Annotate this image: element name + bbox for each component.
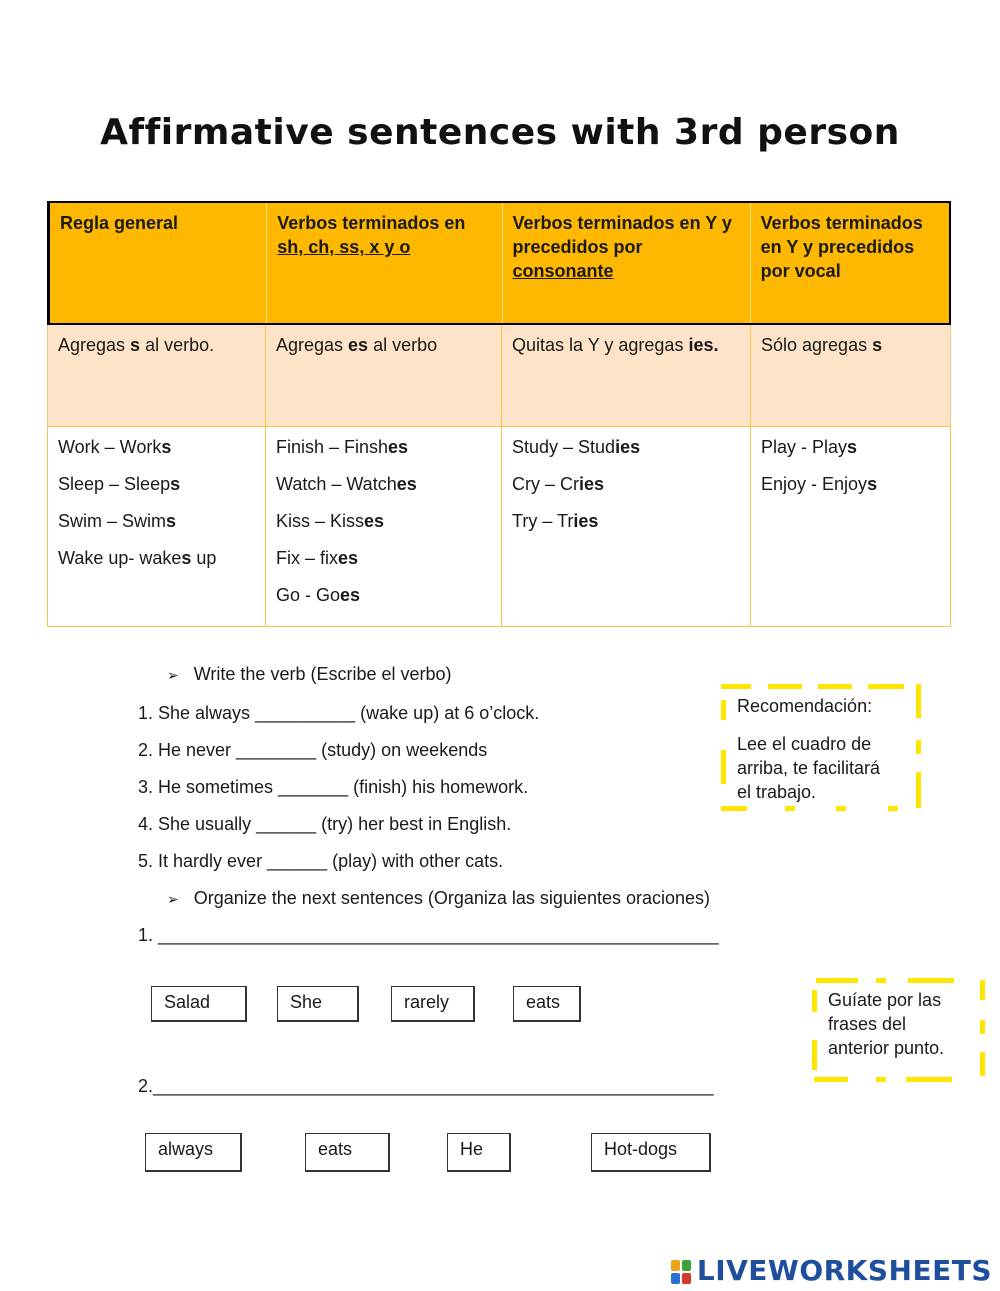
word-box[interactable]: Salad (151, 986, 247, 1022)
note-line: frases del (828, 1014, 907, 1034)
exercise-item[interactable]: 4. She usually ______ (try) her best in English. (138, 814, 512, 834)
note-title: Recomendación: (737, 696, 873, 716)
rule-cell: Quitas la Y y agregas ies. (501, 325, 750, 426)
word-box[interactable]: always (145, 1133, 242, 1172)
page-title: Affirmative sentences with 3rd person (100, 112, 900, 153)
brand-name: LIVEWORKSHEETS (696, 1254, 992, 1287)
example-item: Sleep – Sleeps (58, 474, 181, 494)
section1-heading: ➢ Write the verb (Escribe el verbo) (167, 664, 452, 684)
header-cell: Verbos terminados en sh, ch, ss, x y o (266, 203, 501, 323)
note-line: arriba, te facilitará (737, 758, 881, 778)
example-item: Play - Plays (761, 437, 858, 457)
table-example-row (47, 427, 951, 627)
header-cell: Verbos terminados en Y y precedidos por vocal (750, 203, 949, 323)
header-cell: Verbos terminados en Y y precedidos por consonante (502, 203, 750, 323)
answer-line[interactable]: 1. ________________________________________________________ (138, 925, 719, 945)
word-box[interactable]: eats (513, 986, 581, 1022)
note-line: Lee el cuadro de (737, 734, 872, 754)
table-rule-row (47, 325, 951, 427)
brand-mark-icon (671, 1260, 693, 1284)
example-item: Swim – Swims (58, 511, 177, 531)
example-item: Work – Works (58, 437, 172, 457)
table-header-row (47, 201, 951, 325)
example-item: Kiss – Kisses (276, 511, 385, 531)
example-item: Try – Tries (512, 511, 599, 531)
grammar-table (47, 201, 951, 627)
word-box[interactable]: rarely (391, 986, 475, 1022)
exercise-item[interactable]: 2. He never ________ (study) on weekends (138, 740, 488, 760)
example-cell (750, 427, 950, 626)
note-line: Guíate por las (828, 990, 942, 1010)
exercise-item[interactable]: 3. He sometimes _______ (finish) his homework. (138, 777, 529, 797)
rule-cell: Agregas s al verbo. (58, 335, 215, 355)
example-item: Wake up- wakes up (58, 548, 217, 568)
example-cell (501, 427, 750, 626)
note-line: anterior punto. (828, 1038, 945, 1058)
arrow-bullet-icon: ➢ (167, 891, 179, 907)
example-cell (48, 427, 265, 626)
rule-cell: Agregas es al verbo (265, 325, 501, 426)
word-box[interactable]: He (447, 1133, 511, 1172)
brand-logo (671, 1254, 992, 1287)
section2-heading: ➢ Organize the next sentences (Organiza las siguientes oraciones) (167, 888, 711, 908)
word-box[interactable]: eats (305, 1133, 390, 1172)
example-item: Fix – fixes (276, 548, 359, 568)
example-item: Study – Studies (512, 437, 641, 457)
word-box[interactable]: Hot-dogs (591, 1133, 711, 1172)
exercise-item[interactable]: 5. It hardly ever ______ (play) with other cats. (138, 851, 504, 871)
answer-line[interactable]: 2.________________________________________________________ (138, 1076, 714, 1096)
example-item: Cry – Cries (512, 474, 605, 494)
example-item: Enjoy - Enjoys (761, 474, 878, 494)
example-cell (265, 427, 501, 626)
arrow-bullet-icon: ➢ (167, 667, 179, 683)
example-item: Watch – Watches (276, 474, 417, 494)
header-cell: Regla general (60, 213, 179, 233)
word-box[interactable]: She (277, 986, 359, 1022)
example-item: Finish – Finshes (276, 437, 409, 457)
example-item: Go - Goes (276, 585, 361, 605)
rule-cell: Sólo agregas s (750, 325, 950, 426)
exercise-item[interactable]: 1. She always __________ (wake up) at 6 o’clock. (138, 703, 540, 723)
note-line: el trabajo. (737, 782, 817, 802)
